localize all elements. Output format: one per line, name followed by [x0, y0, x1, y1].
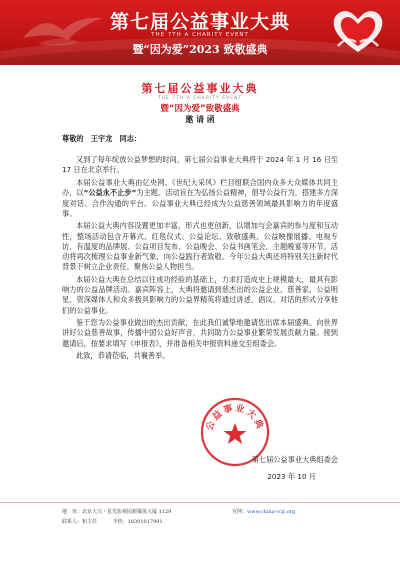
contact-value: 和主任: [82, 519, 98, 525]
banner-english-title: THE 7TH A CHARITY EVENT: [151, 32, 249, 38]
svg-text:公益事业大典: 公益事业大典: [205, 403, 265, 433]
address-value: 北京大兴・星光影视园新媒体大厦 1129: [82, 509, 172, 515]
address-label: 地 址：: [62, 509, 83, 515]
footer-row-1: [62, 508, 352, 515]
phone-value: 18301017991: [127, 519, 163, 525]
document-title: 第七届公益事业大典: [141, 82, 259, 95]
salutation: 尊敬的 王宇龙 同志：: [62, 134, 142, 143]
paragraph-4: 本届公益大典在总结以往成功经验的基础上，力求打造成史上规模最大，最具有影响力的公益品牌活动。嘉宾阵容上，大典将邀请到慈杰出的公益企业、慈善家、公益明星、资深媒体人和众多极具影响力的公益界精英将通过讲述、倡议、对话的形式分享他们的公益事业。: [62, 274, 338, 315]
signature-date: 2023 年 10 月: [267, 472, 316, 481]
document-subtitle: 暨“因为爱”致敬盛典: [160, 104, 240, 114]
paragraph-5: 鉴于您为公益事业做出的杰出贡献，在此我们诚挚地邀请您出席本届盛典。向世界讲好公益慈善故事，传播中国公益好声音，共同助力公益事业繁荣发展贡献力量。接到邀请后，按要求填写《申报表》，并准备相关申报资料递交至组委会。: [62, 318, 338, 348]
header-banner: [0, 0, 400, 65]
banner-subtitle: 暨“因为爱”2023 致敬盛典: [132, 43, 268, 56]
website-label: 官网：: [232, 509, 248, 515]
banner-title: 第七届公益事业大典: [109, 11, 290, 33]
slogan-highlight: “公益永不止步”: [83, 188, 137, 198]
paragraph-3: 本届公益大典内容设置更加丰富，形式也更创新，以增加与会嘉宾的参与度和互动性，整场活动包含开幕式、红毯仪式、公益论坛、致敬盛典、公益映像展播、电视专访、有温度的品牌展、公益项目发布、公益晚会、公益书画笔会、主题晚宴等环节。活动将再次梳理公益事业新气象，向公益践行者致敬。今年公益大典还将特别关注新时代背景下树立企业责任，聚焦公益人物担当。: [62, 221, 338, 272]
footer-row-2: [62, 518, 352, 525]
contact-label: 联系人：: [62, 519, 83, 525]
paragraph-closing: 此致，恭请莅临，共襄善举。: [76, 351, 170, 361]
paragraph-1: 又到了每年绽放公益梦想的时间，第七届公益事业大典将于 2024 年 1 月 16 日至 17 日在北京举行。: [62, 155, 338, 175]
website-group: [232, 508, 295, 515]
letter-body: [62, 134, 338, 364]
website-link[interactable]: www.china-ccp.org: [247, 509, 296, 515]
phone-label: 手机：: [112, 519, 128, 525]
paragraph-2: 本届公益事业大典由亿央网、《世纪大采风》栏目组联合国内众多大众媒体共同主办，以“公益永不止步”为主题。活动旨在为弘扬公益精神，倡导公益行为，搭建多方深度对话、合作沟通的平台。公益事业大典已经成为公益慈善领域最具影响力的年度盛事。: [62, 178, 338, 218]
document-english-title: THE 7TH A CHARITY EVENT: [157, 96, 243, 101]
letter-type-heading: 邀 请 函: [185, 115, 215, 124]
footer-divider: [0, 502, 400, 503]
signature-organization: 第七届公益事业大典组委会: [251, 455, 338, 464]
